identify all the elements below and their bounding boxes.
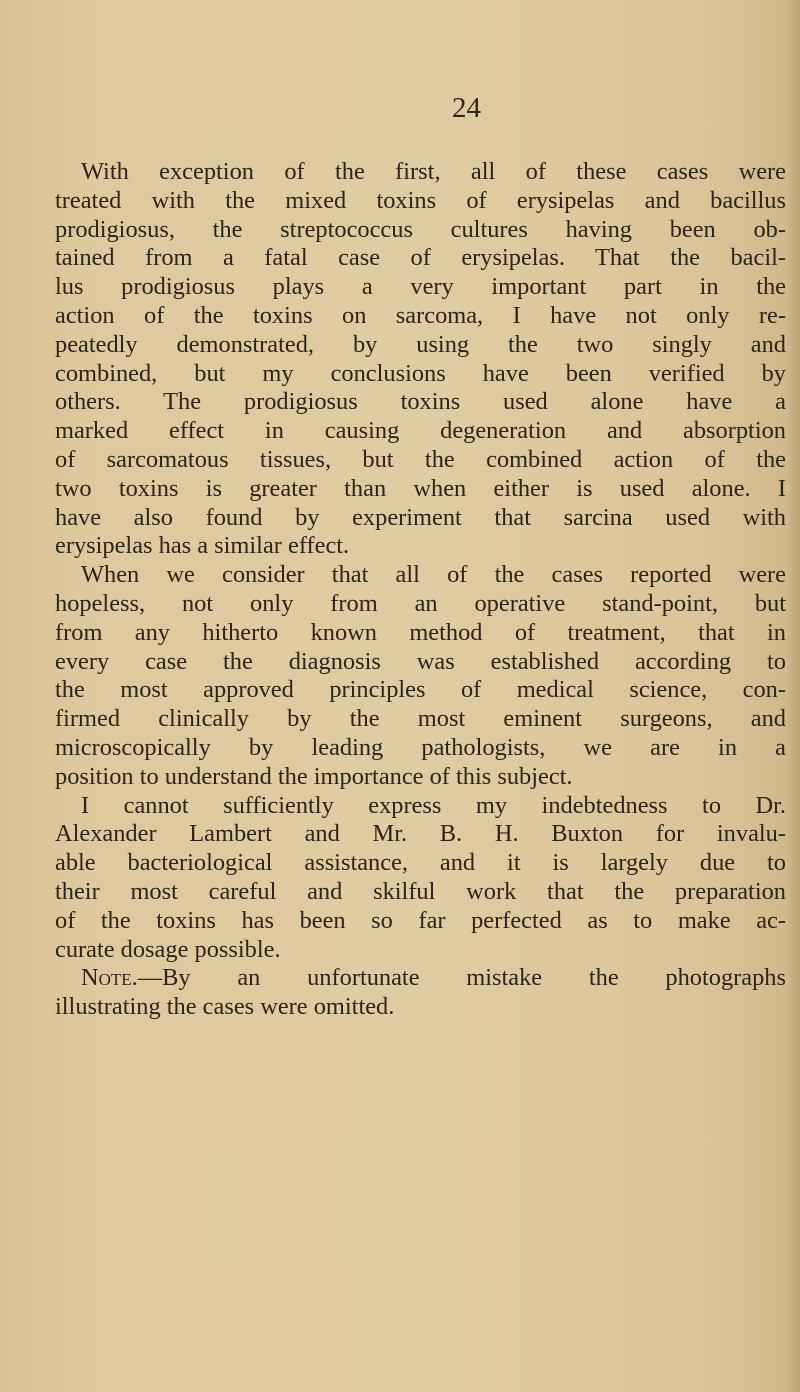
- text-line: every case the diagnosis was established according to: [55, 647, 786, 675]
- note-line-1: [55, 964, 786, 993]
- text-line: When we consider that all of the cases reported were: [81, 561, 786, 589]
- text-line: tained from a fatal case of erysipelas. That the bacil-: [55, 244, 786, 272]
- text-line: I cannot sufficiently express my indebtedness to Dr.: [81, 791, 786, 819]
- text-line: erysipelas has a similar effect.: [55, 532, 350, 560]
- text-line: firmed clinically by the most eminent surgeons, and: [55, 705, 786, 733]
- text-line: from any hitherto known method of treatment, that in: [55, 618, 786, 646]
- text-line: able bacteriological assistance, and it is largely due to: [55, 849, 786, 877]
- text-line: have also found by experiment that sarcina used with: [55, 503, 786, 531]
- text-line: others. The prodigiosus toxins used alone have a: [55, 388, 786, 416]
- text-line: their most careful and skilful work that the preparation: [55, 877, 786, 905]
- text-line: of the toxins has been so far perfected as to make ac-: [55, 906, 786, 934]
- text-line: peatedly demonstrated, by using the two singly and: [55, 330, 786, 358]
- body-text: [55, 158, 786, 1022]
- page-edge-shadow: [786, 0, 800, 1392]
- text-line: two toxins is greater than when either is used alone. I: [55, 474, 786, 502]
- text-line: With exception of the first, all of these cases were: [81, 158, 786, 185]
- note-label: Note.: [81, 964, 138, 992]
- note-text: —By an unfortunate mistake the photographs: [137, 964, 786, 992]
- text-line: lus prodigiosus plays a very important part in the: [55, 273, 786, 301]
- note-line-2: illustrating the cases were omitted.: [55, 993, 395, 1021]
- text-line: treated with the mixed toxins of erysipelas and bacillus: [55, 186, 786, 214]
- text-line: of sarcomatous tissues, but the combined action of the: [55, 445, 786, 473]
- text-line: hopeless, not only from an operative stand-point, but: [55, 589, 786, 617]
- text-line: marked effect in causing degeneration and absorption: [55, 417, 786, 445]
- text-line: combined, but my conclusions have been verified by: [55, 359, 786, 387]
- page-number: 24: [452, 92, 481, 124]
- text-line: prodigiosus, the streptococcus cultures having been ob-: [55, 215, 786, 243]
- text-line: the most approved principles of medical science, con-: [55, 676, 786, 704]
- text-line: curate dosage possible.: [55, 935, 281, 963]
- text-line: position to understand the importance of this subject.: [55, 762, 573, 790]
- text-line: Alexander Lambert and Mr. B. H. Buxton for invalu-: [55, 820, 786, 848]
- text-lines: [55, 158, 786, 964]
- text-line: action of the toxins on sarcoma, I have not only re-: [55, 301, 786, 329]
- text-line: microscopically by leading pathologists, we are in a: [55, 733, 786, 761]
